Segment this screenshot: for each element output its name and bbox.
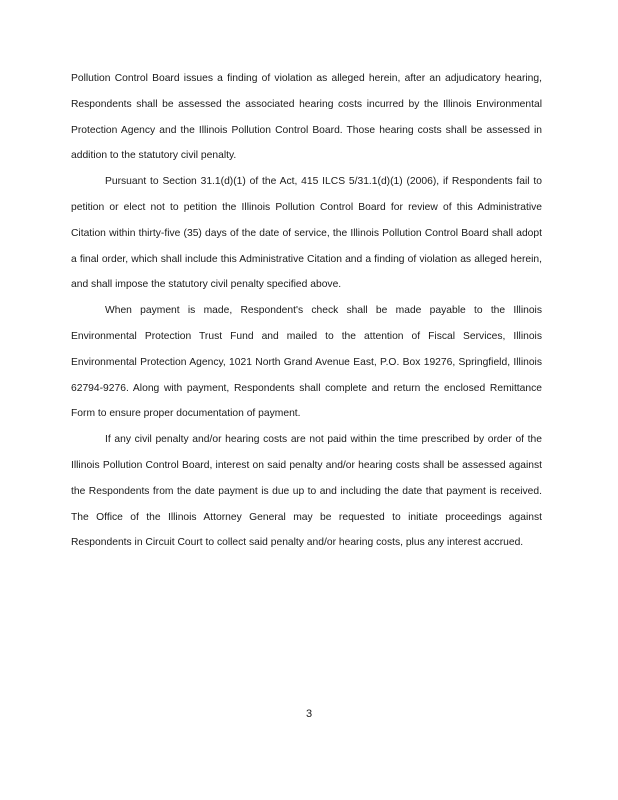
paragraph-payment-instructions: When payment is made, Respondent's check shall be made payable to the Illinois Environmental Protection Trust Fund and mailed to the attention of Fiscal Services, Illinois Environmental Protection Agency, 1021 North Grand Avenue East, P.O. Box 19276, Springfield, Illinois 62794-9276. Along with payment, Respondents shall complete and return the enclosed Remittance Form to ensure proper documentation of payment. xyxy=(71,305,542,420)
paragraph-final-order: Pursuant to Section 31.1(d)(1) of the Act, 415 ILCS 5/31.1(d)(1) (2006), if Respondents fail to petition or elect not to petition the Illinois Pollution Control Board for review of this Administrative Citation within thirty-five (35) days of the date of service, the Illinois Pollution Control Board shall adopt a final order, which shall include this Administrative Citation and a finding of violation as alleged herein, and shall impose the statutory civil penalty specified above. xyxy=(71,176,542,291)
paragraph-hearing-costs: Pollution Control Board issues a finding of violation as alleged herein, after an adjudicatory hearing, Respondents shall be assessed the associated hearing costs incurred by the Illinois Environmental Protection Agency and the Illinois Pollution Control Board. Those hearing costs shall be assessed in addition to the statutory civil penalty. xyxy=(71,73,542,162)
paragraph-interest: If any civil penalty and/or hearing costs are not paid within the time prescribed by order of the Illinois Pollution Control Board, interest on said penalty and/or hearing costs shall be assessed against the Respondents from the date payment is due up to and including the date that payment is received. The Office of the Illinois Attorney General may be requested to initiate proceedings against Respondents in Circuit Court to collect said penalty and/or hearing costs, plus any interest accrued. xyxy=(71,434,542,549)
page-number: 3 xyxy=(305,708,313,720)
document-body xyxy=(71,66,542,556)
